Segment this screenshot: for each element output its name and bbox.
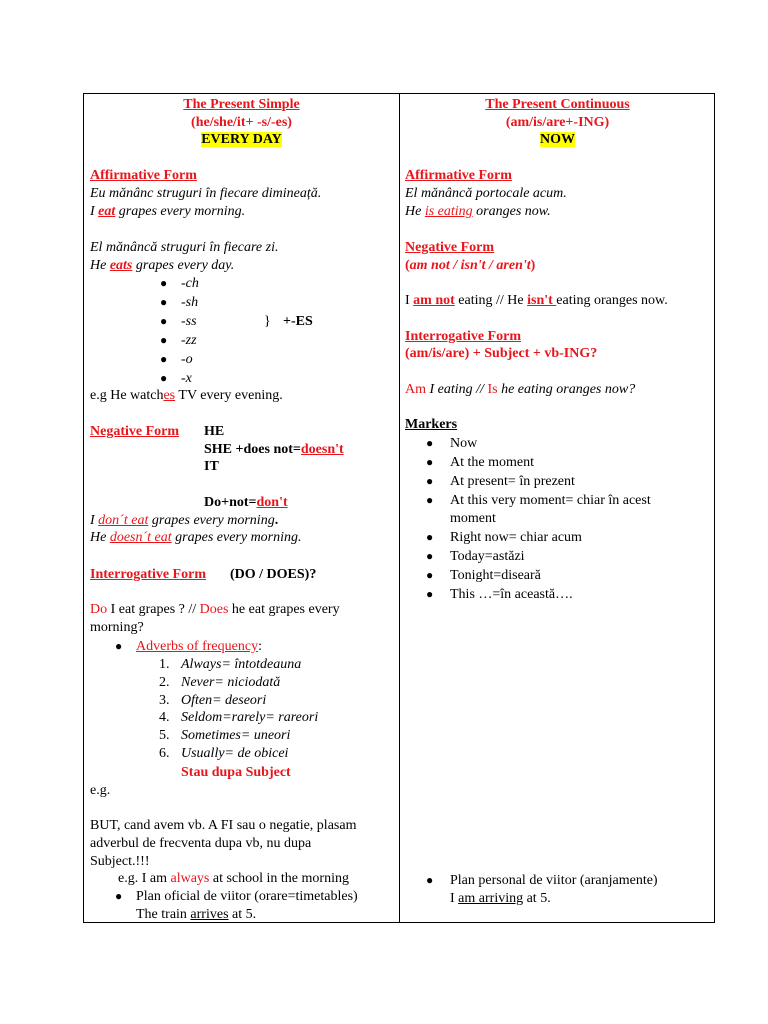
every-day-wrapper	[84, 131, 399, 149]
but-rule-line-2: adverbul de frecventa dupa vb, nu dupa	[90, 836, 312, 851]
verb-eats: eats	[109, 258, 133, 273]
now-wrapper	[400, 131, 715, 149]
adverb-number: 4.	[159, 710, 170, 725]
train-example: The train arrives at 5.	[136, 907, 257, 922]
ps-question-example-cont: morning?	[90, 620, 144, 635]
grammar-table	[83, 93, 715, 923]
every-day-label: EVERY DAY	[201, 132, 282, 147]
marker-item: Now	[450, 436, 478, 451]
pc-negative-heading: Negative Form	[405, 240, 495, 255]
doesnt-contraction: doesn't	[300, 442, 344, 457]
marker-item-cont: moment	[450, 511, 496, 526]
marker-item: At this very moment= chiar în acest	[450, 493, 651, 508]
pc-affirmative-heading: Affirmative Form	[405, 168, 512, 183]
ps-en-sentence-1: I eat grapes every morning.	[90, 204, 246, 219]
plan-oficial: Plan oficial de viitor (orare=timetables)	[136, 889, 358, 904]
bullet-icon: ●	[115, 639, 123, 653]
markers-heading: Markers	[405, 417, 458, 432]
present-continuous-formula: (am/is/are+-ING)	[505, 115, 610, 130]
bullet-icon: ●	[426, 436, 434, 450]
bullet-icon: ●	[160, 276, 168, 290]
adverb-item: Never= niciodată	[181, 675, 281, 690]
bullet-icon: ●	[426, 474, 434, 488]
marker-item: Today=astăzi	[450, 549, 525, 564]
marker-item: This …=în această….	[450, 587, 573, 602]
now-label: NOW	[540, 132, 575, 147]
pc-question-example: Am I eating // Is he eating oranges now?	[405, 382, 636, 397]
bullet-icon: ●	[426, 587, 434, 601]
arriving-example: I am arriving at 5.	[450, 891, 551, 906]
ps-ro-sentence-2: El mănâncă struguri în fiecare zi.	[90, 240, 279, 255]
pc-interrogative-heading: Interrogative Form	[405, 329, 521, 344]
adverb-item: Often= deseori	[181, 693, 267, 708]
eg-label: e.g.	[90, 783, 111, 798]
ending-item: -o	[181, 352, 193, 367]
bullet-icon: ●	[115, 889, 123, 903]
bullet-icon: ●	[426, 530, 434, 544]
ending-item: -ss	[181, 314, 197, 329]
es-example: e.g He watches TV every evening.	[90, 388, 283, 403]
ps-negative-heading: Negative Form	[90, 424, 180, 439]
bullet-icon: ●	[426, 873, 434, 887]
marker-item: Tonight=diseară	[450, 568, 541, 583]
pronoun-it: IT	[204, 459, 219, 474]
es-rule: +-ES	[283, 314, 313, 329]
ps-interrogative-heading: Interrogative Form	[90, 567, 206, 582]
present-continuous-title: The Present Continuous	[485, 97, 630, 112]
es-rule-brace: }	[264, 314, 271, 329]
stau-dupa-subject: Stau dupa Subject	[181, 765, 291, 780]
pc-interrogative-formula: (am/is/are) + Subject + vb-ING?	[405, 346, 598, 361]
ending-item: -ch	[181, 276, 199, 291]
ps-negative-example-1: I don´t eat grapes every morning.	[90, 513, 279, 528]
ps-en-sentence-2: He eats grapes every day.	[90, 258, 235, 273]
she-does-not: SHE +does not=doesn't	[204, 442, 344, 457]
pc-ro-sentence: El mănâncă portocale acum.	[405, 186, 567, 201]
bullet-icon: ●	[160, 352, 168, 366]
bullet-icon: ●	[426, 568, 434, 582]
pronoun-he: HE	[204, 424, 225, 439]
adverb-number: 5.	[159, 728, 170, 743]
present-simple-title: The Present Simple	[183, 97, 300, 112]
adverb-item: Always= întotdeauna	[181, 657, 302, 672]
marker-item: At the moment	[450, 455, 534, 470]
adverb-item: Seldom=rarely= rareori	[181, 710, 319, 725]
bullet-icon: ●	[426, 493, 434, 507]
pc-negative-formula: (am not / isn't / aren't)	[405, 258, 536, 273]
ps-affirmative-heading: Affirmative Form	[90, 168, 197, 183]
pc-en-sentence: He is eating oranges now.	[405, 204, 551, 219]
ps-ro-sentence-1: Eu mănânc struguri în fiecare dimineață.	[90, 186, 322, 201]
bullet-icon: ●	[160, 371, 168, 385]
but-rule-line-1: BUT, cand avem vb. A FI sau o negatie, plasam	[90, 818, 357, 833]
always-example: e.g. I am always at school in the morning	[118, 871, 349, 886]
bullet-icon: ●	[160, 295, 168, 309]
do-does-formula: (DO / DOES)?	[230, 567, 317, 582]
bullet-icon: ●	[426, 549, 434, 563]
marker-item: Right now= chiar acum	[450, 530, 582, 545]
ending-item: -sh	[181, 295, 199, 310]
pc-negative-example: I am not eating // He isn't eating oranges now.	[405, 293, 668, 308]
present-simple-column	[84, 94, 399, 922]
dont-contraction: don't	[256, 495, 288, 510]
adverb-number: 6.	[159, 746, 170, 761]
ending-item: -x	[181, 371, 192, 386]
ps-question-example: Do I eat grapes ? // Does he eat grapes every	[90, 602, 340, 617]
marker-item: At present= în prezent	[450, 474, 575, 489]
adverb-number: 1.	[159, 657, 170, 672]
present-continuous-column	[400, 94, 714, 922]
do-not: Do+not=don't	[204, 495, 288, 510]
bullet-icon: ●	[426, 455, 434, 469]
adverb-number: 2.	[159, 675, 170, 690]
adverb-item: Usually= de obicei	[181, 746, 289, 761]
ending-item: -zz	[181, 333, 197, 348]
present-simple-formula: (he/she/it+ -s/-es)	[191, 115, 292, 130]
verb-eat: eat	[98, 204, 116, 219]
adverbs-of-frequency-label: Adverbs of frequency:	[136, 639, 262, 654]
plan-personal: Plan personal de viitor (aranjamente)	[450, 873, 658, 888]
bullet-icon: ●	[160, 314, 168, 328]
es-suffix: es	[163, 388, 176, 403]
adverb-item: Sometimes= uneori	[181, 728, 291, 743]
ps-negative-example-2: He doesn´t eat grapes every morning.	[90, 530, 302, 545]
but-rule-line-3: Subject.!!!	[90, 854, 150, 869]
adverb-number: 3.	[159, 693, 170, 708]
bullet-icon: ●	[160, 333, 168, 347]
